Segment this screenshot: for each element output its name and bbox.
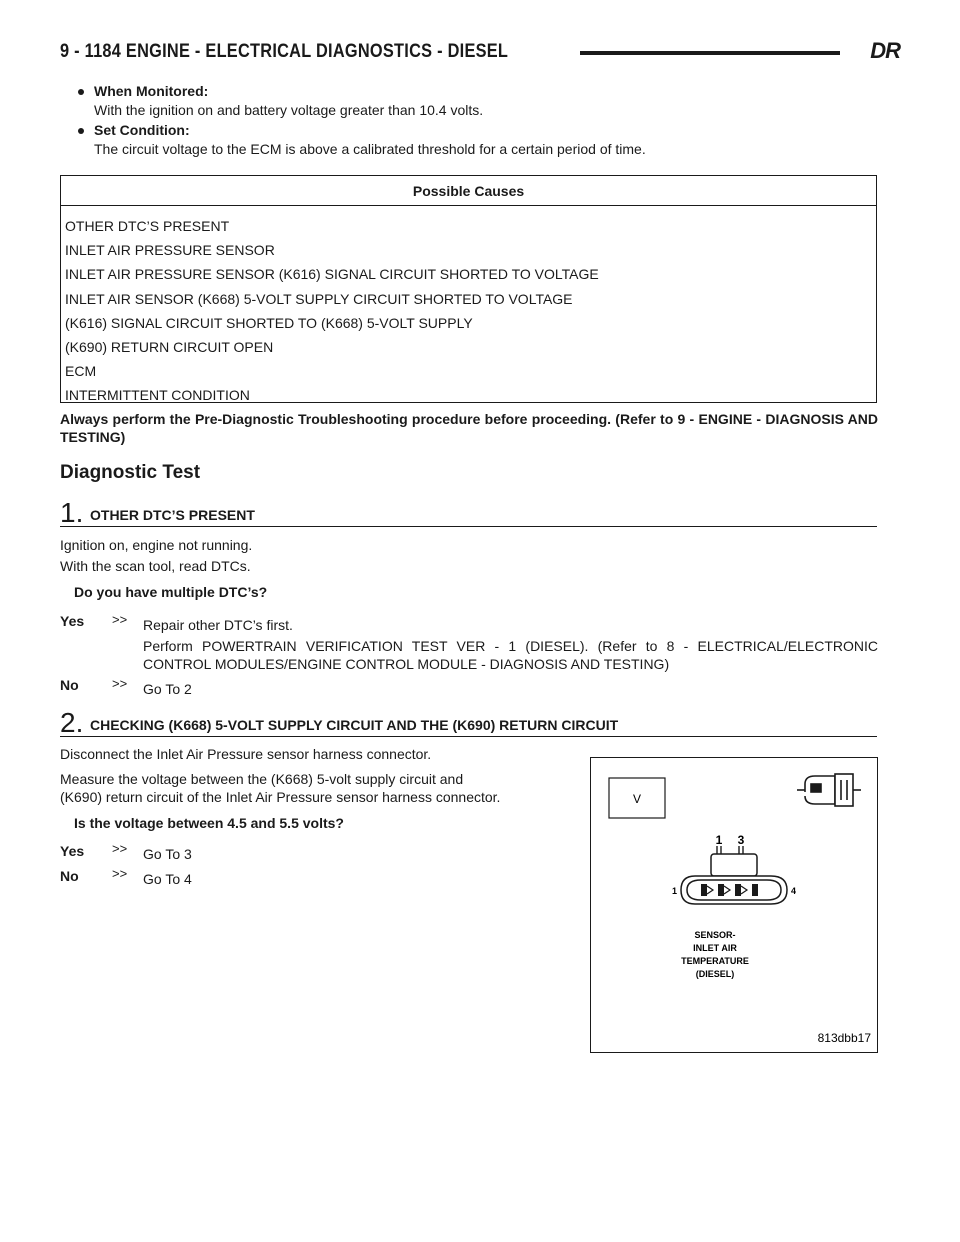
answer-text: Go To 3: [143, 846, 192, 862]
condition-label: Set Condition:: [94, 122, 190, 138]
caption-line: TEMPERATURE: [681, 956, 749, 966]
step-instruction: Ignition on, engine not running.: [60, 537, 253, 553]
step-question: Do you have multiple DTC’s?: [74, 584, 268, 600]
step-instruction: Measure the voltage between the (K668) 5-volt supply circuit and: [60, 771, 464, 787]
answer-label: Yes: [60, 613, 85, 629]
answer-label: No: [60, 677, 79, 693]
section-title: Diagnostic Test: [60, 462, 201, 483]
step-2-header: [60, 707, 877, 738]
caption-line: (DIESEL): [695, 969, 735, 979]
connector-symbol-icon: [797, 774, 861, 806]
bullet-dot-icon: [78, 128, 84, 134]
answer-text: Go To 2: [143, 681, 192, 697]
cause-item: ECM: [65, 363, 97, 380]
page-title: 9 - 1184 ENGINE - ELECTRICAL DIAGNOSTICS - DIESEL: [60, 41, 509, 62]
step-1-header: [60, 497, 877, 528]
page-header: [60, 38, 900, 66]
header-rule: [580, 51, 840, 55]
meter-label: V: [632, 792, 642, 806]
voltmeter-icon: [609, 778, 665, 818]
pre-diagnostic-note: Always perform the Pre-Diagnostic Troubleshooting procedure before proceeding. (Refer to 9 - ENGINE - DIAGNOSIS AND TESTING): [60, 411, 878, 445]
sensor-connector: [681, 854, 787, 904]
step-instruction: Disconnect the Inlet Air Pressure sensor harness connector.: [60, 746, 432, 762]
cause-item: INLET AIR SENSOR (K668) 5-VOLT SUPPLY CIRCUIT SHORTED TO VOLTAGE: [65, 290, 573, 307]
cause-item: OTHER DTC’S PRESENT: [65, 218, 230, 234]
condition-text: The circuit voltage to the ECM is above a calibrated threshold for a certain period of time.: [94, 141, 646, 157]
connector-diagram: [590, 757, 878, 1053]
caption-line: INLET AIR: [693, 943, 737, 953]
bullet-dot-icon: [78, 89, 84, 95]
step-instruction: (K690) return circuit of the Inlet Air Pressure sensor harness connector.: [60, 789, 501, 805]
possible-causes-list: [61, 206, 876, 408]
answer-label: No: [60, 868, 79, 884]
step-question: Is the voltage between 4.5 and 5.5 volts?: [74, 815, 344, 831]
condition-label: When Monitored:: [94, 83, 209, 99]
answer-arrow: >>: [112, 841, 128, 856]
possible-causes-table: [60, 175, 877, 403]
answer-label: Yes: [60, 843, 85, 859]
pin-label: 1: [715, 833, 723, 847]
answer-arrow: >>: [112, 676, 128, 691]
step-title: OTHER DTC’S PRESENT: [90, 507, 255, 523]
pin-label: 3: [737, 833, 745, 847]
cause-item: (K690) RETURN CIRCUIT OPEN: [65, 339, 274, 356]
cause-item: (K616) SIGNAL CIRCUIT SHORTED TO (K668) 5-VOLT SUPPLY: [65, 314, 473, 331]
figure-id: 813dbb17: [817, 1031, 871, 1045]
answer-text: Go To 4: [143, 871, 192, 887]
cause-item: INTERMITTENT CONDITION: [65, 387, 250, 404]
answer-arrow: >>: [112, 866, 128, 881]
step-number: 1.: [60, 497, 84, 528]
pin-label: 4: [791, 886, 797, 896]
cause-item: INLET AIR PRESSURE SENSOR: [65, 242, 275, 259]
answer-arrow: >>: [112, 612, 128, 627]
step-number: 2.: [60, 707, 84, 738]
cause-item: INLET AIR PRESSURE SENSOR (K616) SIGNAL CIRCUIT SHORTED TO VOLTAGE: [65, 266, 599, 283]
step-instruction: With the scan tool, read DTCs.: [60, 558, 251, 574]
condition-text: With the ignition on and battery voltage greater than 10.4 volts.: [94, 102, 484, 118]
pin-label: 1: [671, 886, 677, 896]
step-title: CHECKING (K668) 5-VOLT SUPPLY CIRCUIT AND THE (K690) RETURN CIRCUIT: [90, 717, 619, 733]
dr-logo: DR: [870, 38, 900, 63]
possible-causes-title: Possible Causes: [61, 176, 876, 206]
answer-text: Perform POWERTRAIN VERIFICATION TEST VER - 1 (DIESEL). (Refer to 8 - ELECTRICAL/ELECTRONIC CONTROL MODULES/ENGINE CONTROL MODULE - DIAGNOSIS AND TESTING): [143, 638, 878, 672]
answer-text: Repair other DTC’s first.: [143, 617, 293, 633]
caption-line: SENSOR-: [694, 930, 736, 940]
